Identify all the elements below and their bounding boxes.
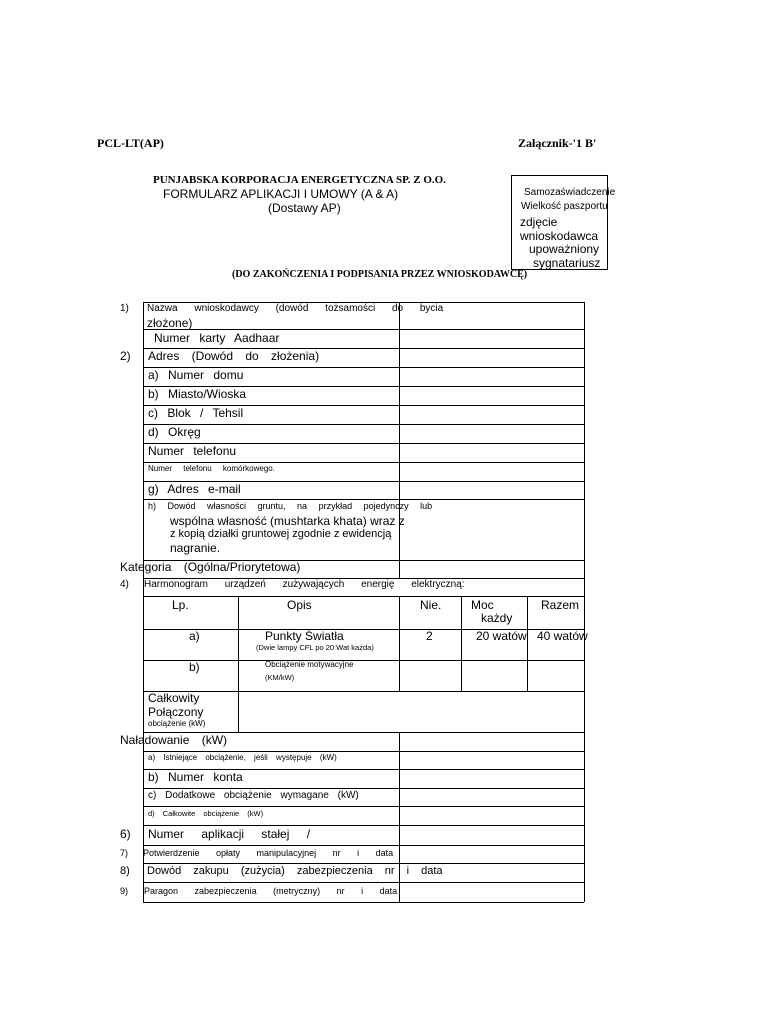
phone-label: Numer telefonu	[148, 444, 237, 458]
aadhaar-label: Numer karty Aadhaar	[154, 331, 280, 345]
row-number-1: 1)	[120, 303, 129, 314]
company-name: PUNJABSKA KORPORACJA ENERGETYCZNA SP. Z O.O.	[153, 174, 446, 186]
col-header-power: Moc	[471, 598, 494, 612]
land-ownership-label-4: nagranie.	[170, 541, 221, 555]
address-label: Adres (Dowód do złożenia)	[148, 349, 320, 363]
supply-subtitle: (Dostawy AP)	[268, 201, 341, 215]
photo-label-4: wnioskodawca	[520, 229, 599, 243]
district-label: d) Okręg	[148, 425, 201, 439]
block-label: c) Blok / Tehsil	[148, 406, 244, 420]
mobile-label: Numer telefonu komórkowego.	[148, 464, 275, 473]
col-header-no: Lp.	[172, 598, 189, 612]
row-a-no: a)	[189, 629, 200, 643]
row-number-8: 8)	[120, 865, 130, 877]
land-ownership-label: h) Dowód własności gruntu, na przykład pojedynczy lub	[148, 501, 433, 511]
applicant-name-label: Nazwa wnioskodawcy (dowód tożsamości do bycia	[147, 303, 444, 314]
house-number-label: a) Numer domu	[148, 368, 244, 382]
photo-label-6: sygnatariusz	[533, 256, 601, 270]
total-load-label: d) Całkowite obciążenie (kW)	[148, 809, 264, 818]
row-a-total: 40 watów	[537, 629, 588, 643]
additional-load-label: c) Dodatkowe obciążenie wymagane (kW)	[148, 790, 359, 801]
row-b-sub: (KM/kW)	[265, 673, 295, 682]
row-b-desc: Obciążenie motywacyjne	[265, 660, 354, 669]
row-a-sub: (Dwie lampy CFL po 20 Wat każda)	[256, 643, 374, 652]
appliance-schedule-label: Harmonogram urządzeń zużywających energię elektryczną:	[144, 579, 465, 590]
row-a-desc: Punkty Światła	[265, 629, 344, 643]
form-code: PCL-LT(AP)	[97, 136, 164, 150]
row-number-4: 4)	[120, 579, 129, 590]
photo-label-5: upoważniony	[529, 242, 600, 256]
application-number-label: Numer aplikacji stałej /	[148, 827, 311, 841]
col-header-total: Razem	[541, 598, 580, 612]
total-connected-label-2: Połączony	[148, 705, 204, 719]
total-connected-label-1: Całkowity	[148, 691, 200, 705]
photo-label-3: zdjęcie	[520, 215, 558, 229]
row-b-no: b)	[189, 660, 200, 674]
handling-fee-label: Potwierdzenie opłaty manipulacyjnej nr i data	[143, 848, 394, 858]
applicant-name-label-cont: złożone)	[147, 316, 193, 330]
load-label: Naładowanie (kW)	[120, 733, 228, 747]
photo-label-1: Samozaświadczenie	[524, 187, 616, 198]
row-number-6: 6)	[120, 827, 131, 841]
row-number-9: 9)	[120, 886, 129, 896]
purchase-proof-label: Dowód zakupu (zużycia) zabezpieczenia nr i data	[147, 865, 443, 877]
photo-label-2: Wielkość paszportu	[521, 201, 608, 212]
land-ownership-label-3: z kopią działki gruntowej zgodnie z ewidencją	[170, 528, 392, 540]
col-header-power-each: każdy	[481, 611, 513, 625]
email-label: g) Adres e-mail	[148, 482, 241, 496]
row-number-2: 2)	[120, 349, 131, 363]
form-title: FORMULARZ APLIKACJI I UMOWY (A & A)	[163, 187, 399, 201]
row-a-qty: 2	[426, 629, 433, 643]
row-number-7: 7)	[120, 848, 129, 858]
land-ownership-label-2: wspólna własność (mushtarka khata) wraz z	[170, 514, 405, 528]
account-number-label: b) Numer konta	[148, 770, 243, 784]
col-header-desc: Opis	[287, 598, 312, 612]
category-label: Kategoria (Ogólna/Priorytetowa)	[120, 560, 301, 574]
city-label: b) Miasto/Wioska	[148, 387, 247, 401]
total-connected-label-3: obciążenie (kW)	[148, 719, 206, 728]
existing-load-label: a) Istniejące obciążenie, jeśli występuje (kW)	[148, 753, 337, 762]
row-a-power: 20 watów	[476, 629, 527, 643]
security-receipt-label: Paragon zabezpieczenia (metryczny) nr i data	[144, 886, 398, 896]
instruction-heading: (DO ZAKOŃCZENIA I PODPISANIA PRZEZ WNIOSKODAWCĘ)	[232, 269, 528, 280]
annex-label: Załącznik-'1 B'	[518, 136, 597, 150]
col-header-qty: Nie.	[420, 598, 442, 612]
